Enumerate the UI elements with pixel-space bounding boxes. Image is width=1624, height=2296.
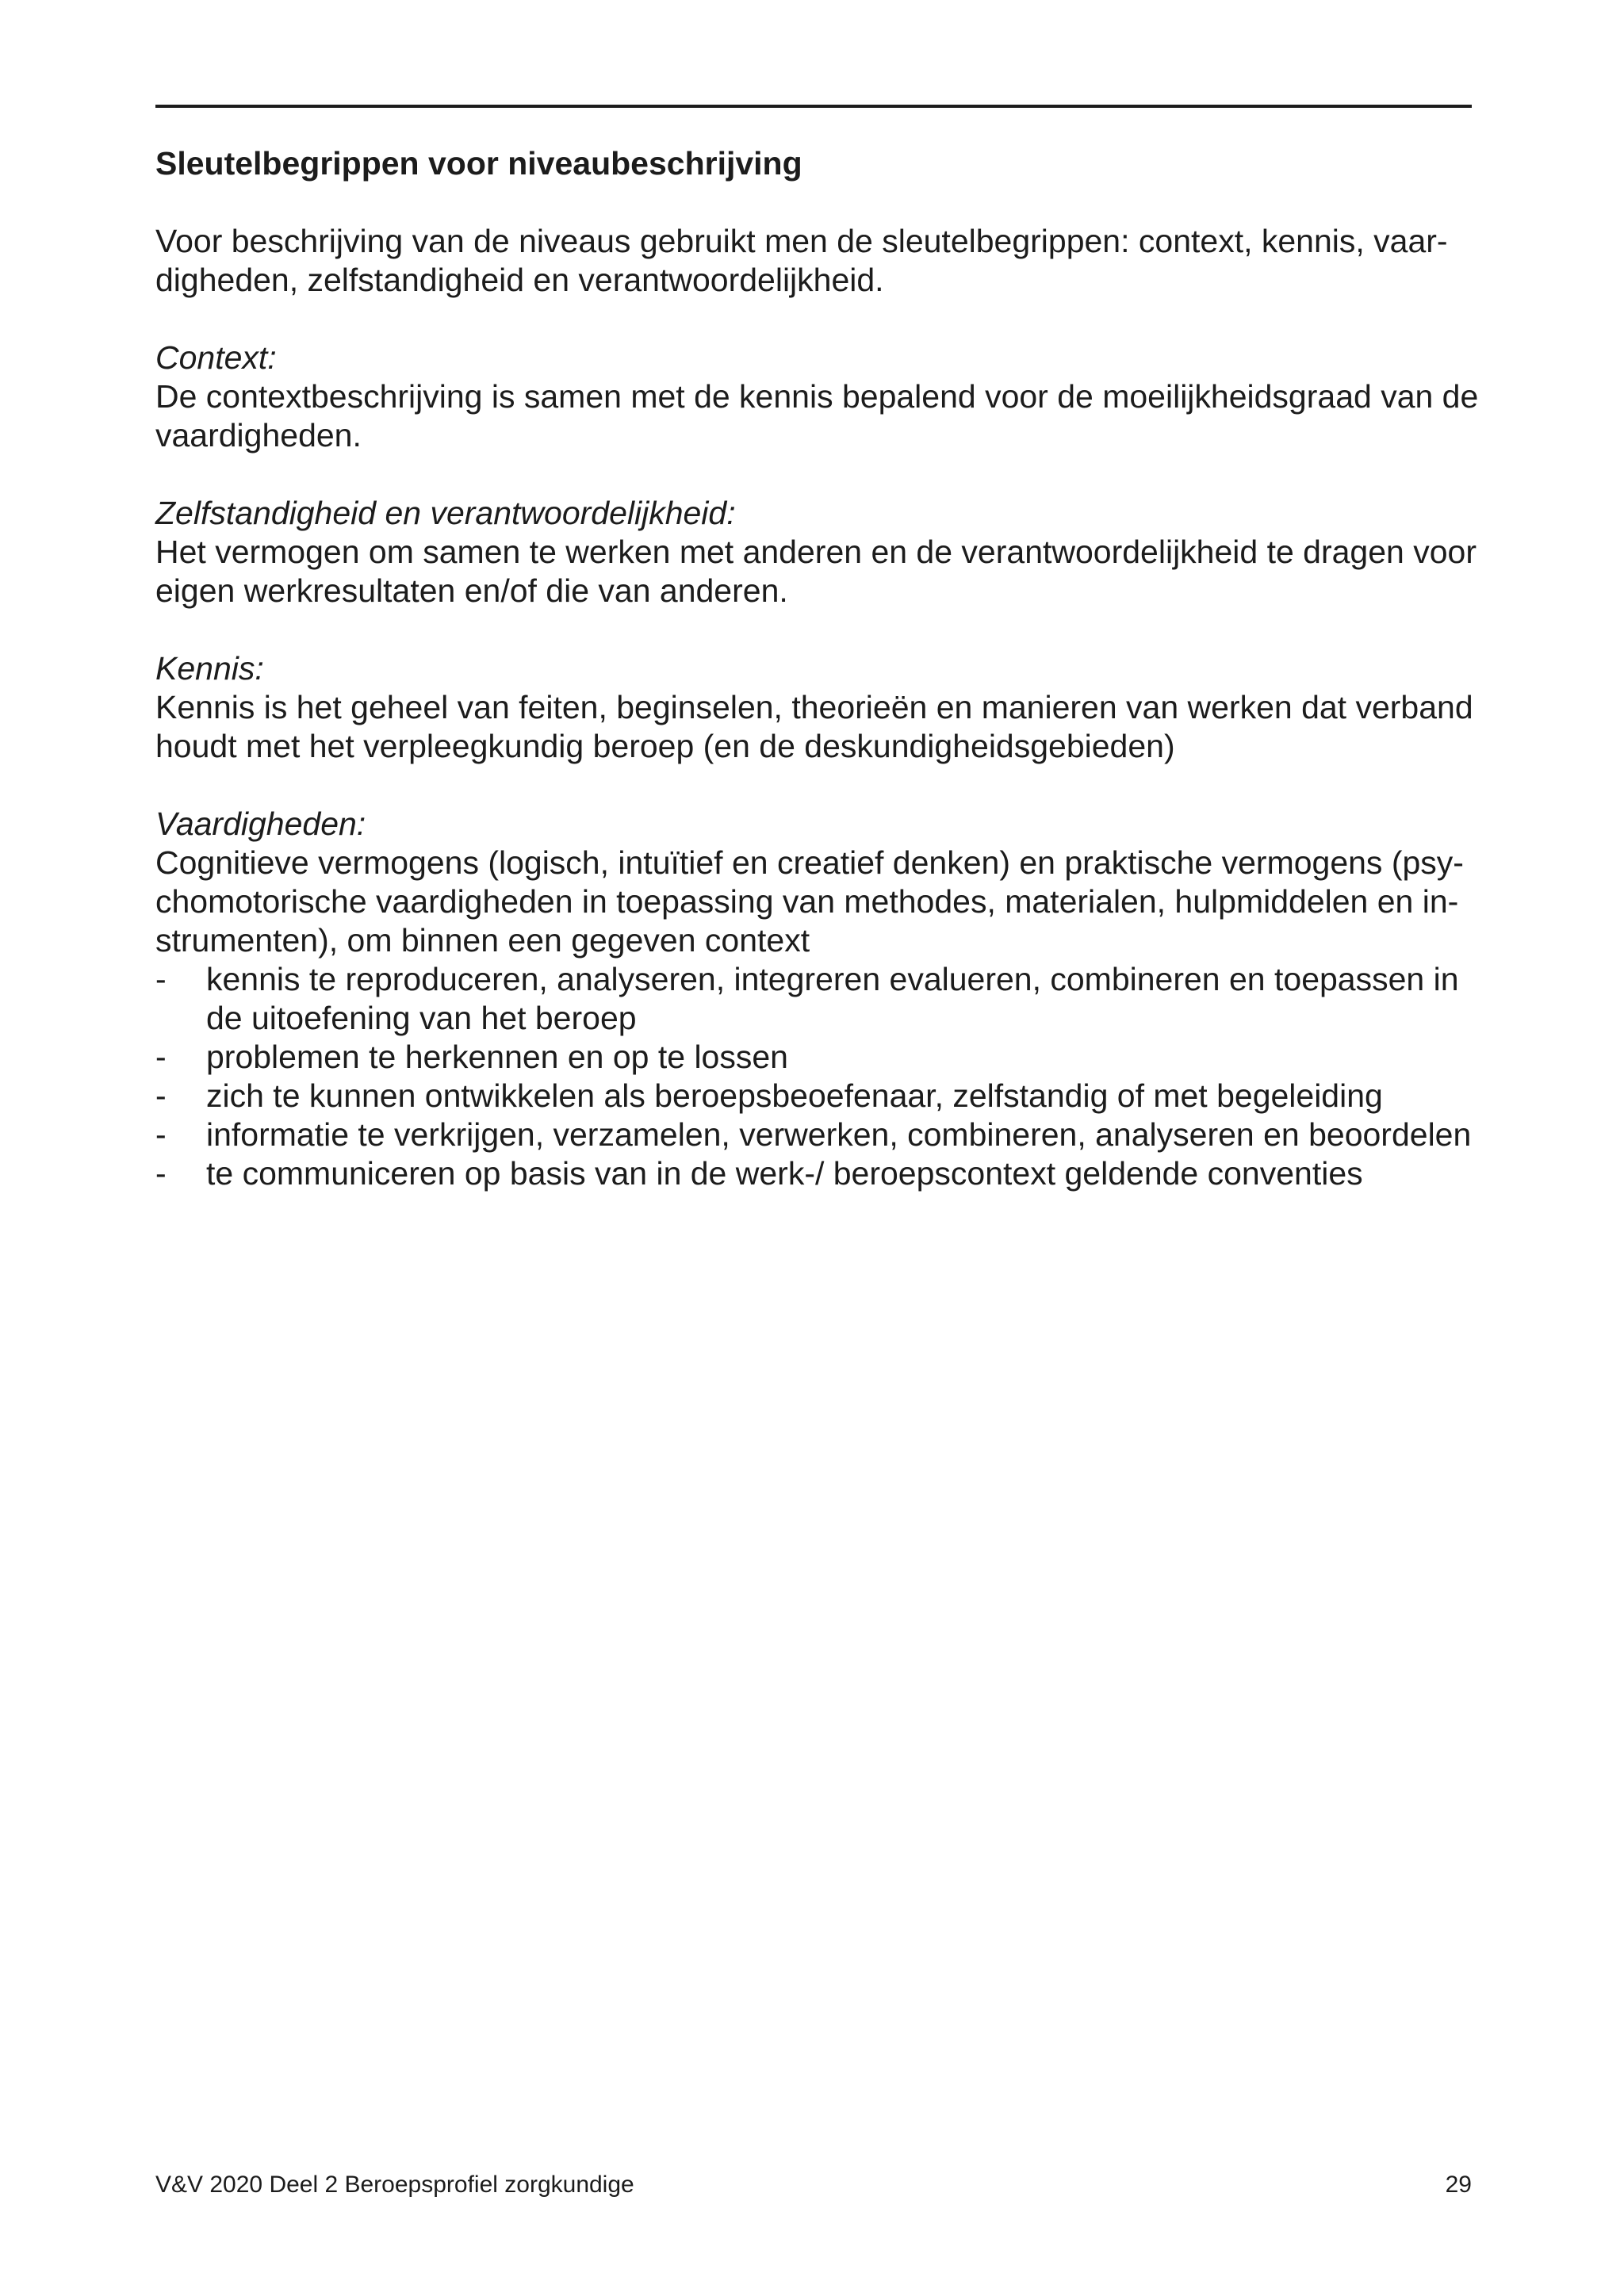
definition-line: vaardigheden. [155,417,362,453]
bullet-dash: - [155,1077,167,1114]
list-item-line: informatie te verkrijgen, verzamelen, verwerken, combineren, analyseren en beoordelen [206,1116,1472,1153]
list-item [155,960,1503,1038]
list-item [155,1154,1503,1193]
definition-line: De contextbeschrijving is samen met de kennis bepalend voor de moeilijkheidsgraad van de [155,378,1479,415]
definition-zelfstandigheid [155,494,1503,610]
definition-label: Vaardigheden: [155,806,366,842]
definition-vaardigheden [155,805,1503,1193]
intro-paragraph [155,222,1503,300]
definition-line: eigen werkresultaten en/of die van anderen. [155,572,788,609]
intro-line: digheden, zelfstandigheid en verantwoordelijkheid. [155,262,884,298]
list-item [155,1115,1503,1154]
bullet-dash: - [155,1039,167,1075]
page-content [155,144,1503,1193]
list-item-line: zich te kunnen ontwikkelen als beroepsbeoefenaar, zelfstandig of met begeleiding [206,1077,1383,1114]
definition-line: chomotorische vaardigheden in toepassing van methodes, materialen, hulpmiddelen en in- [155,883,1459,920]
definition-kennis [155,649,1503,766]
definition-label: Context: [155,339,277,376]
definition-label: Zelfstandigheid en verantwoordelijkheid: [155,495,736,531]
page-number: 29 [1445,2172,1472,2198]
intro-line: Voor beschrijving van de niveaus gebruikt men de sleutelbegrippen: context, kennis, vaar- [155,223,1448,259]
skills-list [155,960,1503,1193]
definition-label: Kennis: [155,650,264,687]
list-item [155,1038,1503,1077]
bullet-dash: - [155,1155,167,1192]
definition-line: Het vermogen om samen te werken met anderen en de verantwoordelijkheid te dragen voor [155,534,1477,570]
list-item [155,1077,1503,1115]
bullet-dash: - [155,961,167,997]
header-rule [155,105,1472,108]
definition-context [155,339,1503,455]
footer-title: V&V 2020 Deel 2 Beroepsprofiel zorgkundige [155,2172,634,2198]
list-item-line: problemen te herkennen en op te lossen [206,1039,788,1075]
definition-line: houdt met het verpleegkundig beroep (en de deskundigheidsgebieden) [155,728,1175,764]
bullet-dash: - [155,1116,167,1153]
definition-line: Kennis is het geheel van feiten, beginselen, theorieën en manieren van werken dat verband [155,689,1473,725]
list-item-line: kennis te reproduceren, analyseren, integreren evalueren, combineren en toepassen in [206,961,1459,997]
list-item-line: te communiceren op basis van in de werk-/ beroepscontext geldende conventies [206,1155,1363,1192]
list-item-line: de uitoefening van het beroep [206,1000,637,1036]
definition-line: strumenten), om binnen een gegeven context [155,922,810,959]
section-heading: Sleutelbegrippen voor niveaubeschrijving [155,145,802,182]
definition-line: Cognitieve vermogens (logisch, intuïtief en creatief denken) en praktische vermogens (psy- [155,844,1464,881]
